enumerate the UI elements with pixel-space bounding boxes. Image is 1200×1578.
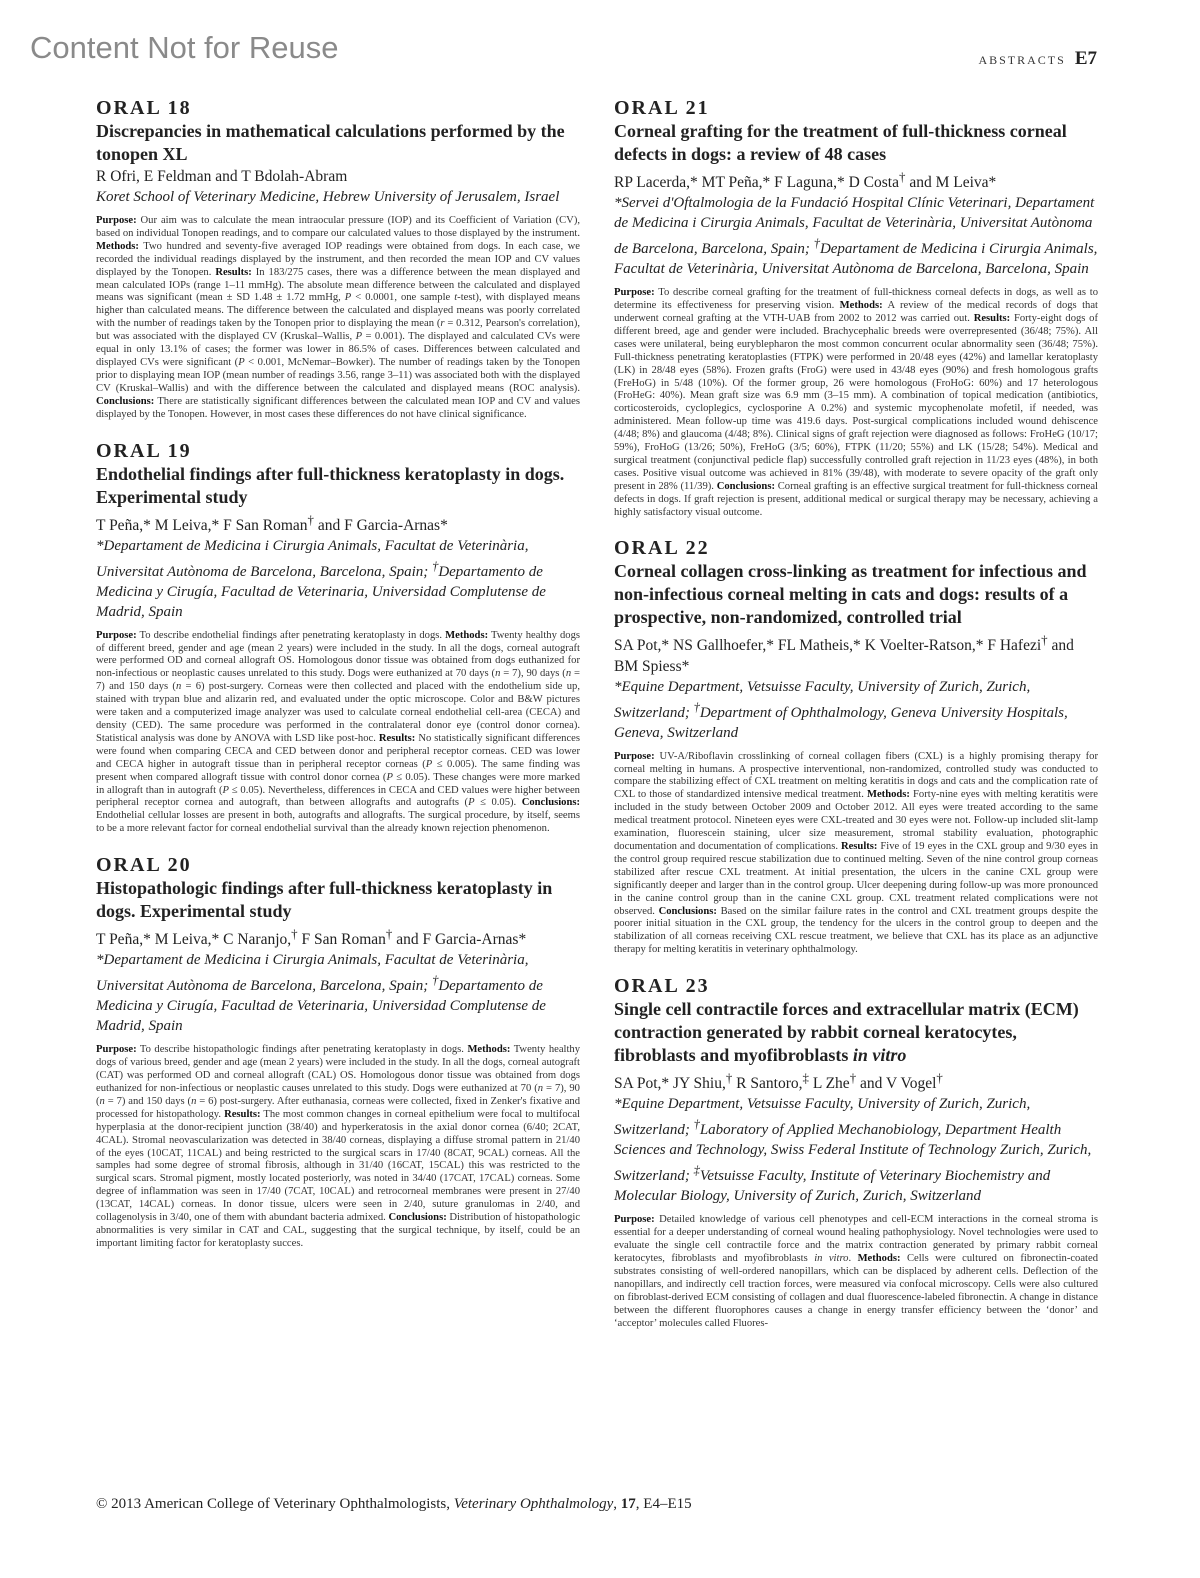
- abstract-oral-22: [614, 536, 1098, 957]
- abstract-title: Histopathologic findings after full-thickness keratoplasty in dogs. Experimental study: [96, 878, 553, 922]
- abstract-title: Corneal collagen cross-linking as treatment for infectious and non-infectious corneal melting in cats and dogs: results of a prospective, non-randomized, controlled trial: [614, 561, 1087, 628]
- abstract-title: Corneal grafting for the treatment of full-thickness corneal defects in dogs: a review of 48 cases: [614, 121, 1067, 164]
- copyright-footer: © 2013 American College of Veterinary Ophthalmologists, Veterinary Ophthalmology, 17, E4–E15: [96, 1496, 692, 1512]
- abstract-affiliation: *Equine Department, Vetsuisse Faculty, University of Zurich, Zurich, Switzerland; †Laboratory of Applied Mechanobiology, Department Health Sciences and Technology, Swiss Federal Institute of Technology Zurich, Zurich, Switzerland; ‡Vetsuisse Faculty, Institute of Veterinary Biochemistry and Molecular Biology, University of Zurich, Zurich, Switzerland: [614, 1096, 1092, 1205]
- running-head: [978, 48, 1097, 70]
- abstract-label: ORAL 22: [614, 537, 710, 560]
- abstract-label: ORAL 18: [96, 97, 192, 119]
- abstract-authors: T Peña,* M Leiva,* F San Roman† and F Garcia-Arnas*: [96, 511, 448, 534]
- abstract-body: Purpose: UV-A/Riboflavin crosslinking of corneal collagen fibers (CXL) is a highly promising therapy for corneal melting in humans. A prospective interventional, non-randomized, controlled study was conducted to compare the stabilizing effect of CXL treatment on melting keratitis in dogs and cats and the complication rate of CXL to those of standardized intensive medical treatment. Methods: Forty-nine eyes with melting keratitis were included in the study between October 2009 and October 2012. All eyes were treated according to the same medical treatment protocol. Nineteen eyes were CXL-treated and 30 eyes were not. Follow-up included slit-lamp examination, fluorescein staining, ulcer size measurement, stromal stability evaluation, photographic documentation and documentation of complications. Results: Five of 19 eyes in the CXL group and 9/30 eyes in the control group required rescue stabilization due to continued melting. Seven of the nine control group corneas stabilized after rescue CXL treatment. At initial presentation, the ulcers in the canine CXL group were significantly deeper and larger than in the control group. Ulcer deepening during follow-up was more pronounced in the canine control group than in the canine CXL group. CXL treatment related complications were not observed. Conclusions: Based on the similar failure rates in the control and CXL treatment groups despite the poorer initial situation in the CXL group, the tendency for the ulcers in the control group to deepen and the stabilization of all corneas receiving CXL rescue treatment, we believe that CXL has its place as an adjunctive therapy for melting keratitis in veterinary ophthalmology.: [614, 750, 1099, 956]
- abstract-body: Purpose: To describe endothelial findings after penetrating keratoplasty in dogs. Methods: Twenty healthy dogs of different breed, gender and age (mean 2 years) were included in the study. In all the dogs, corneal autograft were performed OD and corneal allograft OS. Homologous donor tissue was obtained from dogs euthanized for non-infectious or neoplastic causes unrelated to this study. Dogs were euthanized at 70 days (n = 7), 90 days (n = 7) and 150 days (n = 6) post-surgery. Corneas were then collected and placed with the endothelium side up, stained with trypan blue and alizarin red, and evaluated under the optic microscope. Color and B&W pictures were taken and a computerized image analyzer was used to calculate corneal endothelial cell-area (CECA) and density (CED). The same procedure was performed in the contralateral donor eye (control donor cornea). Statistical analysis was done by ANOVA with LSD like post-hoc. Results: No statistically significant differences were found when comparing CECA and CED between donor and peripheral receptor corneas. CED was lower and CECA higher in autograft tissue than in peripheral receptor corneas (P ≤ 0.005). The same finding was present when compared allograft tissue with control donor cornea (P ≤ 0.05). These changes were more marked in allograft than in autograft (P ≤ 0.05). Nevertheless, differences in CECA and CED values were higher between peripheral receptor cornea and autograft, than between allografts and autografts (P ≤ 0.05). Conclusions: Endothelial cellular losses are present in both, autografts and allografts. The surgical procedure, by itself, seems to be a more relevant factor for corneal endothelial survival than the already known rejection phenomenon.: [96, 629, 580, 835]
- abstract-affiliation: *Servei d'Oftalmologia de la Fundació Hospital Clínic Veterinari, Departament de Medicina i Cirurgia Animals, Facultat de Veterinària, Universitat Autònoma de Barcelona, Barcelona, Spain; †Departament de Medicina i Cirurgia Animals, Facultat de Veterinària, Universitat Autònoma de Barcelona, Barcelona, Spain: [614, 195, 1098, 278]
- abstract-body: Purpose: Our aim was to calculate the mean intraocular pressure (IOP) and its Coefficient of Variation (CV), based on individual Tonopen readings, and to compare our calculated values to those displayed by the instrument. Methods: Two hundred and seventy-five averaged IOP readings were obtained from dogs. In each case, we recorded the individual readings displayed by the instrument, and then recorded the mean IOP and CV values displayed by the Tonopen. Results: In 183/275 cases, there was a difference between the mean displayed and mean calculated IOPs (range 1–11 mmHg). The absolute mean difference between the calculated and displayed means was significant (mean ± SD 1.48 ± 1.72 mmHg, P < 0.0001, one sample t-test), with displayed means higher than calculated means. The difference between the calculated and displayed means was poorly correlated with the number of readings taken by the Tonopen prior to displaying the mean (r = 0.312, Pearson's correlation), but was associated with the displayed CV (Kruskal–Wallis, P = 0.001). The displayed and calculated CVs were equal in only 13.1% of cases; the former was lower in 86.5% of cases. Differences between calculated and displayed CVs were significant (P < 0.001, McNemar–Bowker). The number of readings taken by the Tonopen prior to displaying mean IOP (mean number of readings 3.56, range 3–11) was associated both with the displayed CV (Kruskal–Wallis) and with the difference between the calculated and displayed means (ROC analysis). Conclusions: There are statistically significant differences between the calculated mean IOP and CV and values displayed by the Tonopen. However, in most cases these differences do not have clinical significance.: [96, 215, 581, 420]
- abstract-authors: RP Lacerda,* MT Peña,* F Laguna,* D Costa† and M Leiva*: [614, 169, 997, 192]
- left-column: [96, 96, 580, 1268]
- section-label: ABSTRACTS: [978, 53, 1066, 67]
- abstract-oral-19: [96, 439, 580, 837]
- abstract-oral-20: [96, 853, 580, 1251]
- abstract-authors: T Peña,* M Leiva,* C Naranjo,† F San Roman† and F Garcia-Arnas*: [96, 926, 527, 949]
- abstract-authors: SA Pot,* NS Gallhoefer,* FL Matheis,* K Voelter-Ratson,* F Hafezi† and BM Spiess*: [614, 632, 1074, 675]
- abstract-affiliation: *Equine Department, Vetsuisse Faculty, University of Zurich, Zurich, Switzerland; †Department of Ophthalmology, Geneva University Hospitals, Geneva, Switzerland: [614, 678, 1068, 741]
- abstract-label: ORAL 23: [614, 975, 710, 998]
- page-number: E7: [1074, 48, 1097, 69]
- abstract-label: ORAL 21: [614, 97, 710, 119]
- abstract-label: ORAL 19: [96, 439, 192, 462]
- abstract-body: Purpose: To describe histopathologic findings after penetrating keratoplasty in dogs. Methods: Twenty healthy dogs of various breed, gender and age (mean 2 years) were included in the study. In all the dogs, corneal autograft (CAT) was performed OD and corneal allograft (CAL) OS. Homologous donor tissue was obtained from dogs euthanized for non-infectious or neoplastic causes unrelated to this study. Dogs were euthanized at 70 (n = 7), 90 (n = 7) and 150 days (n = 6) post-surgery. After euthanasia, corneas were collected, fixed in Zenker's fixative and processed for histopathology. Results: The most common changes in corneal epithelium were focal to multifocal hyperplasia at the donor-recipient junction (38/40) and hyperkeratosis in the axial donor cornea (6/40; 2CAT, 4CAL). Stromal neovascularization was detected in 38/40 corneas, displaying a diffuse stromal pattern in 21/40 of the eyes (10CAT, 11CAL) and being restricted to the surgical scars in 17/40 (8CAT, 9CAL) corneas. All the samples had some degree of stromal fibrosis, although in 31/40 (16CAT, 15CAL) this was restricted to the surgical scars. Stromal pigment, mostly located posteriorly, was noted in 34/40 (17CAT, 17CAL) corneas. Some degree of inflammation was seen in 17/40 (7CAT, 10CAL) and retrocorneal membranes were present in 27/40 (13CAT, 14CAL) corneas. In donor tissue, ulcers were seen in 2/40, suture granulomas in 2/40, and collagenolysis in 3/40, one of them with abundant bacteria admixed. Conclusions: Distribution of histopathologic abnormalities is very similar in CAT and CAL, suggesting that the surgical technique, by itself, could be an important limiting factor for keratoplasty succes.: [96, 1044, 581, 1249]
- abstract-oral-18: [96, 96, 580, 422]
- abstract-body: Purpose: Detailed knowledge of various cell phenotypes and cell-ECM interactions in the corneal stroma is essential for a deeper understanding of corneal wound healing pathophysiology. Novel technologies were used to evaluate the single cell contractile force and the matrix contraction generated by primary rabbit corneal keratocytes, fibroblasts and myofibroblasts in vitro. Methods: Cells were cultured on fibronectin-coated substrates consisting of well-ordered nanopillars, which can be displaced by adherent cells. Deflection of the nanopillars, and indirectly cell traction forces, were measured via confocal microscopy. Cells were also cultured on fibroblast-derived ECM consisting of collagen and dual fluorescence-labeled fibronectin. A change in distance between the different fluorophores causes a change in energy transfer efficiency between the ‘donor’ and ‘acceptor’ molecules called Fluores-: [614, 1214, 1098, 1329]
- abstract-authors: R Ofri, E Feldman and T Bdolah-Abram: [96, 168, 348, 185]
- abstract-title: Endothelial findings after full-thickness keratoplasty in dogs. Experimental study: [96, 463, 565, 507]
- abstract-affiliation: *Departament de Medicina i Cirurgia Animals, Facultat de Veterinària, Universitat Autònoma de Barcelona, Barcelona, Spain; †Departamento de Medicina y Cirugía, Facultad de Veterinaria, Universidad Complutense de Madrid, Spain: [96, 952, 546, 1035]
- abstract-body: Purpose: To describe corneal grafting for the treatment of full-thickness corneal defects in dogs, as well as to determine its effectiveness for preserving vision. Methods: A review of the medical records of dogs that underwent corneal grafting at the VTH-UAB from 2002 to 2012 was carried out. Results: Forty-eight dogs of different breed, age and gender were included. Brachycephalic breeds were overrepresented (36/48; 75%). All cases were unilateral, being euryblepharon the most common concurrent ocular abnormality seen (36/48; 75%). Full-thickness penetrating keratoplasties (FTPK) were performed in 20/48 eyes (42%) and lamellar keratoplasty (LK) in 28/48 eyes (58%). Frozen grafts (FroG) were used in 43/48 eyes (90%) and fresh homologous grafts (FreHoG) in 5/48 (10%). Of the former group, 26 were homologous (FroHoG: 60%) and 17 heterologous (FroHeG: 40%). Mean graft size was 6.9 mm (3–15 mm). A combination of topical medication (antibiotics, corticosteroids, cycloplegics, cyclosporine A 0.2%) and systemic mycophenolate mofetil, if needed, was administered. Mean follow-up time was 419.6 days. Post-surgical complications included wound dehiscence (4/48; 8%) and glaucoma (4/48; 8%). Clinical signs of graft rejection were diagnosed as follows: FroHeG (10/17; 59%), FroHoG (13/26; 50%), FreHoG (3/5; 60%), FTPK (11/20; 55%) and LK (15/28; 54%). Medical and surgical treatment (conjunctival pedicle flap) successfully controlled graft rejection in 11/23 eyes (48%), in both cases. Positive visual outcome was achieved in 81% (39/48), with moderate to severe opacity of the graft only present in 28% (11/39). Conclusions: Corneal grafting is an effective surgical treatment for full-thickness corneal defects in dogs. If graft rejection is present, additional medical or surgical therapy may be necessary, achieving a highly satisfactory visual outcome.: [614, 287, 1099, 518]
- abstract-oral-21: [614, 96, 1098, 519]
- abstract-affiliation: Koret School of Veterinary Medicine, Hebrew University of Jerusalem, Israel: [96, 189, 560, 205]
- abstract-oral-23: [614, 974, 1098, 1330]
- abstract-label: ORAL 20: [96, 854, 192, 877]
- abstract-title: Discrepancies in mathematical calculations performed by the tonopen XL: [96, 121, 565, 164]
- abstract-title: Single cell contractile forces and extracellular matrix (ECM) contraction generated by rabbit corneal keratocytes, fibroblasts and myofibroblasts in vitro: [614, 999, 1079, 1066]
- abstract-affiliation: *Departament de Medicina i Cirurgia Animals, Facultat de Veterinària, Universitat Autònoma de Barcelona, Barcelona, Spain; †Departamento de Medicina y Cirugía, Facultad de Veterinaria, Universidad Complutense de Madrid, Spain: [96, 537, 546, 620]
- right-column: [614, 96, 1098, 1347]
- watermark: Content Not for Reuse: [30, 30, 339, 65]
- abstract-authors: SA Pot,* JY Shiu,† R Santoro,‡ L Zhe† and V Vogel†: [614, 1070, 943, 1093]
